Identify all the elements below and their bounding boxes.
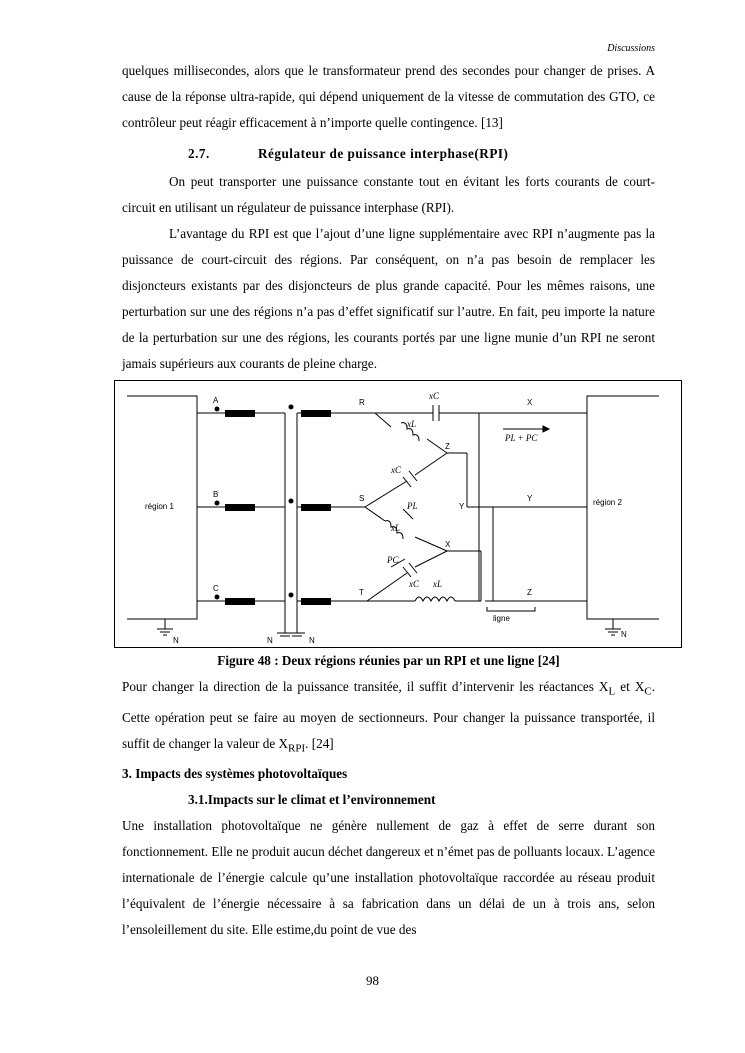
region-2-box [587, 396, 659, 619]
paragraph-rpi-advantage: L’avantage du RPI est que l’ajout d’une ligne supplémentaire avec RPI n’augmente pas la puissance de court-circuit des régions. Par conséquent, on n’a pas besoin de remplacer les disjoncteurs existants par des disjoncteurs de plus grande capacité. Pour les mêmes raisons, une perturbation sur une des régions n’a pas d’effet significatif sur l’autre. En fait, peu importe la nature de la perturbation sur une des régions, les courants portés par une ligne munie d’un RPI ne seront jamais supérieurs aux courants de pleine charge. [122, 226, 655, 371]
text-run: . [24] [305, 735, 334, 751]
running-header: Discussions [607, 43, 655, 54]
label-S: S [359, 494, 365, 503]
subscript-RPI: RPI [288, 742, 306, 755]
label-xc-top: xC [429, 391, 439, 401]
paragraph-intro: quelques millisecondes, alors que le transformateur prend des secondes pour changer de prises. A cause de la réponse ultra-rapide, qui dépend uniquement de la vitesse de commutation des GTO, ce contrôleur peut réagir efficacement à n’importe quelle contingence. [13] [122, 63, 655, 130]
label-power-flow: PL + PC [505, 433, 538, 443]
section-3-1-heading: 3.1.Impacts sur le climat et l’environnement [188, 792, 436, 808]
label-N4: N [621, 630, 627, 639]
label-A: A [213, 396, 219, 405]
rpi-circuit-diagram [115, 381, 681, 647]
section-2-7-heading [122, 143, 655, 165]
label-N2: N [267, 636, 273, 645]
label-T: T [359, 588, 364, 597]
label-Y-right: Y [527, 494, 533, 503]
label-Y: Y [459, 502, 465, 511]
label-C: C [213, 584, 219, 593]
text-run: et X [615, 679, 645, 694]
paragraph-reactances [122, 674, 655, 761]
label-B: B [213, 490, 219, 499]
text-run: . Cette opération peut se faire au moyen de sectionneurs. Pour changer la puissance transportée, il suffit de changer la valeur de X [122, 679, 655, 751]
page-content [122, 58, 655, 943]
section-3-heading: 3. Impacts des systèmes photovoltaïques [122, 766, 348, 782]
paragraph-rpi-intro: On peut transporter une puissance constante tout en évitant les forts courants de court-circuit en utilisant un régulateur de puissance interphase (RPI). [122, 174, 655, 215]
text-run: Pour changer la direction de la puissance transitée, il suffit d’intervenir les réactances X [122, 679, 609, 694]
section-title: Régulateur de puissance interphase(RPI) [258, 146, 509, 161]
label-R: R [359, 398, 365, 407]
label-N3: N [309, 636, 315, 645]
label-xl-2: xL [391, 523, 400, 533]
label-xc-3: xC [409, 579, 419, 589]
label-xl-1: xL [407, 419, 416, 429]
label-region-1: région 1 [145, 502, 174, 511]
subscript-C: C [644, 685, 652, 698]
label-ligne: ligne [493, 614, 510, 623]
label-N1: N [173, 636, 179, 645]
label-X: X [445, 540, 451, 549]
subscript-L: L [608, 685, 616, 698]
section-number: 2.7. [188, 146, 210, 161]
label-X-right: X [527, 398, 533, 407]
label-pc: PC [387, 555, 399, 565]
label-pl: PL [407, 501, 418, 511]
label-Z: Z [445, 442, 450, 451]
label-region-2: région 2 [593, 498, 622, 507]
label-xl-3: xL [433, 579, 442, 589]
page-number: 98 [366, 973, 379, 988]
label-xc-2: xC [391, 465, 401, 475]
paragraph-photovoltaic: Une installation photovoltaïque ne génère nullement de gaz à effet de serre durant son fonctionnement. Elle ne produit aucun déchet dangereux et n’émet pas de polluants locaux. L’agence internationale de l’énergie calcule qu’une installation photovoltaïque raccordée au réseau produit l’équivalent de l’énergie nécessaire à sa fabrication dans un délai de un à trois ans, selon l’ensoleillement du site. Elle estime,du point de vue des [122, 818, 655, 938]
figure-48-diagram [114, 380, 682, 648]
label-Z-right: Z [527, 588, 532, 597]
figure-caption: Figure 48 : Deux régions réunies par un RPI et une ligne [24] [217, 653, 560, 668]
